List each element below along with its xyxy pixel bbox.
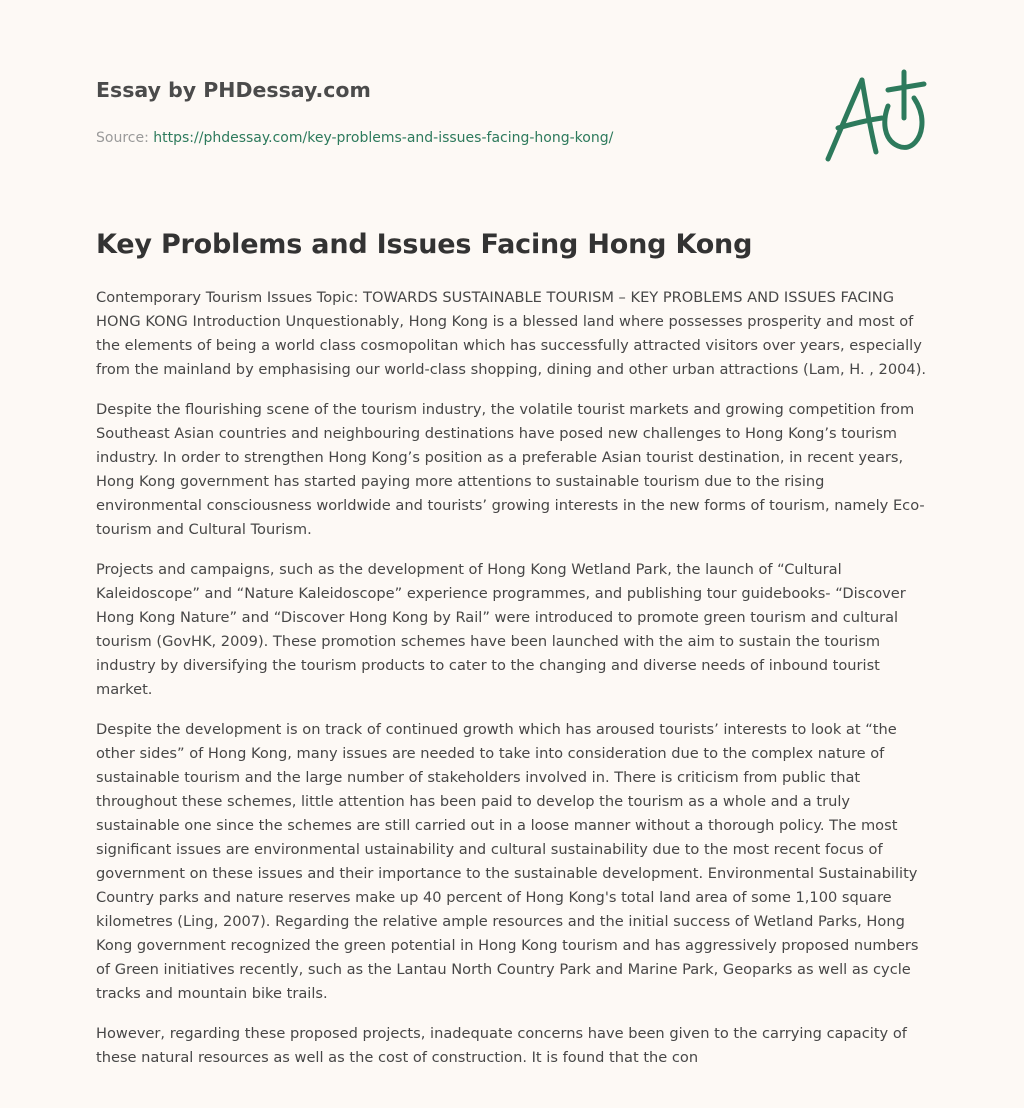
source-label: Source: xyxy=(96,130,149,146)
essay-paragraph: Despite the development is on track of continued growth which has aroused tourists’ interests to look at “the other sides” of Hong Kong, many issues are needed to take into consideration due to the complex nature of sustainable tourism and the large number of stakeholders involved in. There is criticism from public that throughout these schemes, little attention has been paid to develop the tourism as a whole and a truly sustainable one since the schemes are still carried out in a loose manner without a thorough policy. The most significant issues are environmental ustainability and cultural sustainability due to the most recent focus of government on these issues and their importance to the sustainable development. Environmental Sustainability Country parks and nature reserves make up 40 percent of Hong Kong's total land area of some 1,100 square kilometres (Ling, 2007). Regarding the relative ample resources and the initial success of Wetland Parks, Hong Kong government recognized the green potential in Hong Kong tourism and has aggressively proposed numbers of Green initiatives recently, such as the Lantau North Country Park and Marine Park, Geoparks as well as cycle tracks and mountain bike trails. xyxy=(96,721,919,1002)
essay-paragraph: However, regarding these proposed projects, inadequate concerns have been given to the carrying capacity of these natural resources as well as the cost of construction. It is found that the con xyxy=(96,1025,907,1066)
essay-paragraph: Contemporary Tourism Issues Topic: TOWARDS SUSTAINABLE TOURISM – KEY PROBLEMS AND ISSUES FACING HONG KONG Introduction Unquestionably, Hong Kong is a blessed land where possesses prosperity and most of the elements of being a world class cosmopolitan which has successfully attracted visitors over years, especially from the mainland by emphasising our world-class shopping, dining and other urban attractions (Lam, H. , 2004). xyxy=(96,289,927,378)
page-header xyxy=(96,76,796,148)
source-link[interactable]: https://phdessay.com/key-problems-and-issues-facing-hong-kong/ xyxy=(153,130,614,146)
source-line xyxy=(96,128,796,148)
essay-title: Key Problems and Issues Facing Hong Kong xyxy=(96,229,753,260)
essay-paragraph: Projects and campaigns, such as the development of Hong Kong Wetland Park, the launch of “Cultural Kaleidoscope” and “Nature Kaleidoscope” experience programmes, and publishing tour guidebooks- “Discover Hong Kong Nature” and “Discover Hong Kong by Rail” were introduced to promote green tourism and cultural tourism (GovHK, 2009). These promotion schemes have been launched with the aim to sustain the tourism industry by diversifying the tourism products to cater to the changing and diverse needs of inbound tourist market. xyxy=(96,561,906,698)
site-brand: Essay by PHDessay.com xyxy=(96,78,371,102)
essay-paragraph: Despite the flourishing scene of the tourism industry, the volatile tourist markets and growing competition from Southeast Asian countries and neighbouring destinations have posed new challenges to Hong Kong’s tourism industry. In order to strengthen Hong Kong’s position as a preferable Asian tourist destination, in recent years, Hong Kong government has started paying more attentions to sustainable tourism due to the rising environmental consciousness worldwide and tourists’ growing interests in the new forms of tourism, namely Eco-tourism and Cultural Tourism. xyxy=(96,401,925,538)
essay-body xyxy=(96,286,932,1086)
a-plus-grade-icon xyxy=(818,66,932,166)
